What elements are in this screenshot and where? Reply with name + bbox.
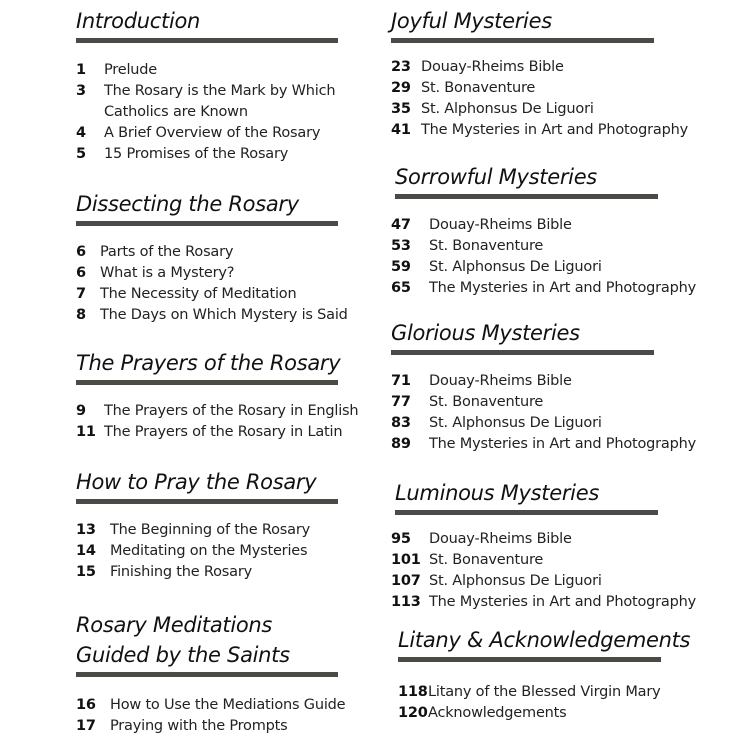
toc-entry[interactable] [391,278,696,299]
toc-entry[interactable] [391,571,658,592]
section-title: Introduction [76,9,201,33]
entry-title: St. Bonaventure [429,552,544,568]
page-number: 4 [76,125,86,141]
toc-entry[interactable] [76,60,338,81]
section-divider [398,657,661,662]
toc-entry[interactable] [76,123,338,144]
section-divider [391,38,654,43]
page-number: 14 [76,543,96,559]
page-number: 3 [76,83,86,99]
page-number: 1 [76,62,86,78]
toc-entry[interactable] [391,592,696,613]
entry-title: The Mysteries in Art and Photography [429,280,696,296]
section-divider [76,221,338,226]
entry-title: St. Alphonsus De Liguori [429,259,602,275]
toc-entry[interactable] [391,413,654,434]
section-litany [398,625,691,724]
page-number: 113 [391,594,421,610]
page-number: 120 [398,705,428,721]
page-number: 29 [391,80,411,96]
section-dissecting [76,189,348,326]
section-glorious [391,318,696,455]
section-divider [395,510,658,515]
entry-title: The Rosary is the Mark by Which Catholics are Known [104,83,336,120]
entry-title: Acknowledgements [428,705,567,721]
section-divider [76,499,338,504]
entry-title: Douay-Rheims Bible [429,217,572,233]
page-number: 83 [391,415,411,431]
page-number: 6 [76,244,86,260]
entry-title: The Necessity of Meditation [100,286,297,302]
section-title-line-1: Rosary Meditations [76,613,273,637]
toc-entry[interactable] [76,144,338,165]
page-number: 16 [76,697,96,713]
entry-title: How to Use the Mediations Guide [110,697,346,713]
page-number: 13 [76,522,96,538]
page-number: 11 [76,424,96,440]
toc-entry[interactable] [76,422,343,443]
entry-title: The Days on Which Mystery is Said [100,307,348,323]
section-meditations [76,610,346,737]
section-divider [76,38,338,43]
entry-title: Douay-Rheims Bible [429,531,572,547]
entry-title: The Prayers of the Rosary in English [104,403,359,419]
entry-title: The Prayers of the Rosary in Latin [104,424,343,440]
page-number: 6 [76,265,86,281]
toc-entry[interactable] [391,57,654,78]
section-prayers [76,348,359,443]
page-number: 23 [391,59,411,75]
page-number: 9 [76,403,86,419]
section-title: Joyful Mysteries [391,9,552,33]
section-joyful [391,6,688,141]
section-divider [76,380,338,385]
page-number: 8 [76,307,86,323]
page-number: 47 [391,217,411,233]
toc-entry[interactable] [391,78,654,99]
entry-title: Douay-Rheims Bible [421,59,564,75]
toc-entry[interactable] [398,682,661,703]
page-number: 71 [391,373,411,389]
entry-title: Parts of the Rosary [100,244,234,260]
toc-entry[interactable] [76,716,338,737]
page-number: 15 [76,564,96,580]
entry-title: St. Bonaventure [421,80,536,96]
entry-title: The Mysteries in Art and Photography [421,122,688,138]
page-number: 101 [391,552,421,568]
section-title: The Prayers of the Rosary [76,351,341,375]
entry-title: St. Alphonsus De Liguori [429,415,602,431]
section-divider [395,194,658,199]
toc-entry[interactable] [76,541,338,562]
page-number: 77 [391,394,411,410]
section-title: Sorrowful Mysteries [395,165,597,189]
toc-entry[interactable] [76,520,338,541]
toc-entry[interactable] [398,703,661,724]
page-number: 5 [76,146,86,162]
page-number: 53 [391,238,411,254]
toc-entry[interactable] [76,305,348,326]
toc-entry[interactable] [76,263,338,284]
entry-title: The Mysteries in Art and Photography [429,436,696,452]
entry-title: Douay-Rheims Bible [429,373,572,389]
entry-title: St. Alphonsus De Liguori [429,573,602,589]
toc-entry[interactable] [391,215,658,236]
section-title: Luminous Mysteries [395,481,599,505]
toc-entry[interactable] [391,99,654,120]
page-number: 41 [391,122,411,138]
section-title: Dissecting the Rosary [76,192,299,216]
toc-entry[interactable] [391,434,696,455]
page-number: 17 [76,718,96,734]
page-number: 107 [391,573,421,589]
section-luminous [391,478,696,613]
page-number: 65 [391,280,411,296]
toc-entry[interactable] [391,371,654,392]
toc-entry[interactable] [391,392,654,413]
entry-title: Litany of the Blessed Virgin Mary [428,684,661,700]
section-title: How to Pray the Rosary [76,470,317,494]
section-divider [76,672,338,677]
entry-title: A Brief Overview of the Rosary [104,125,321,141]
entry-title: The Beginning of the Rosary [110,522,310,538]
entry-title: Meditating on the Mysteries [110,543,308,559]
page-number: 35 [391,101,411,117]
page-number: 95 [391,531,411,547]
section-introduction [76,6,338,165]
toc-entry[interactable] [391,236,658,257]
section-how-to-pray [76,467,338,583]
entry-title: Praying with the Prompts [110,718,288,734]
entry-title: 15 Promises of the Rosary [104,146,289,162]
toc-entry[interactable] [76,401,359,422]
page-number: 59 [391,259,411,275]
section-title-line-2: Guided by the Saints [76,643,290,667]
entry-title: St. Alphonsus De Liguori [421,101,594,117]
entry-title: The Mysteries in Art and Photography [429,594,696,610]
entry-title: Finishing the Rosary [110,564,252,580]
toc-entry[interactable] [391,257,658,278]
toc-entry[interactable] [391,550,658,571]
toc-entry[interactable] [76,242,338,263]
toc-entry[interactable] [76,284,338,305]
page-number: 89 [391,436,411,452]
entry-title: Prelude [104,62,157,78]
page-number: 7 [76,286,86,302]
toc-entry[interactable] [391,120,688,141]
toc-entry[interactable] [76,695,346,716]
section-divider [391,350,654,355]
section-title: Glorious Mysteries [391,321,580,345]
toc-entry[interactable] [76,562,338,583]
section-title: Litany & Acknowledgements [398,628,691,652]
entry-title: St. Bonaventure [429,394,544,410]
toc-entry[interactable] [76,81,338,123]
entry-title: St. Bonaventure [429,238,544,254]
entry-title: What is a Mystery? [100,265,235,281]
section-sorrowful [391,162,696,299]
toc-entry[interactable] [391,529,658,550]
page-number: 118 [398,684,428,700]
